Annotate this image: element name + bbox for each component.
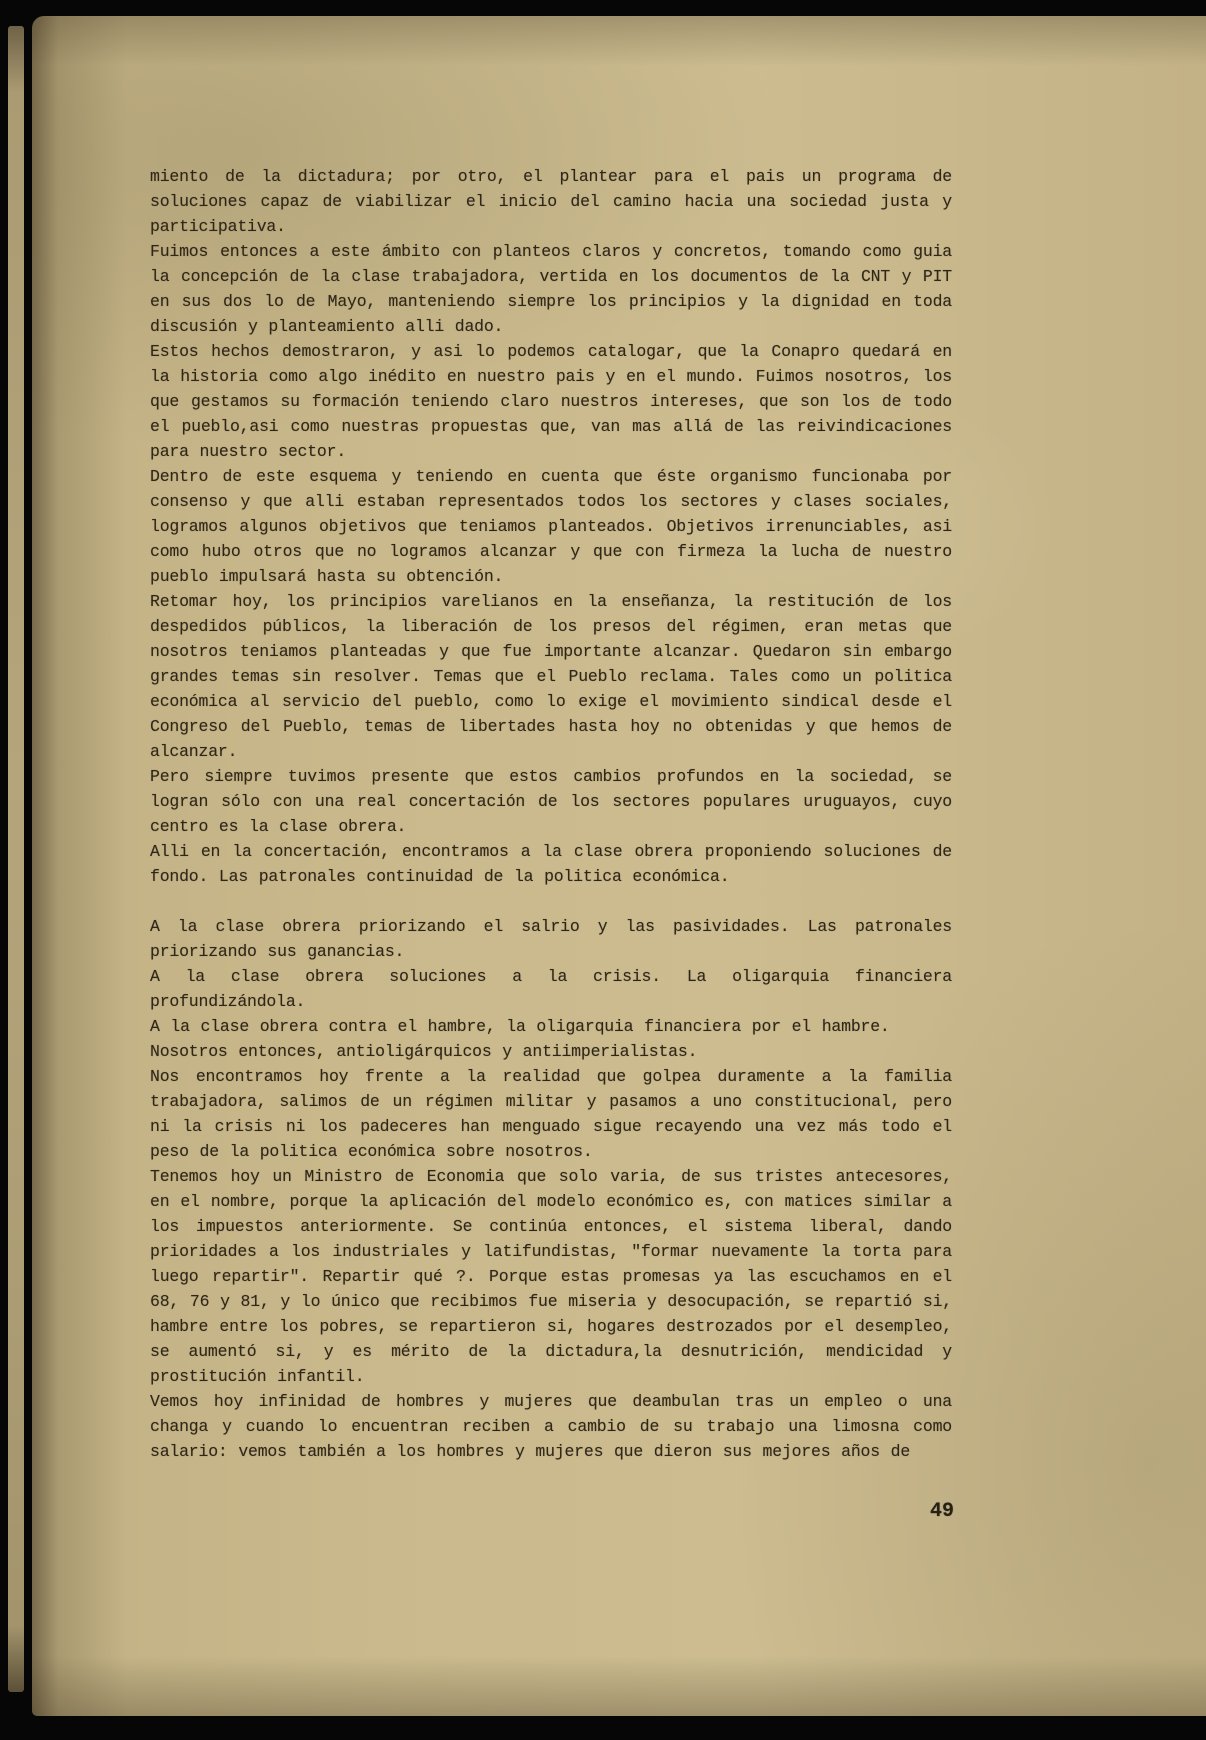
- paragraph-3: Estos hechos demostraron, y asi lo podemos catalogar, que la Conapro quedará en la historia como algo inédito en nuestro pais y en el mundo. Fuimos nosotros, los que gestamos su formación teniendo claro nuestros intereses, que son los de todo el pueblo,asi como nuestras propuestas que, van mas allá de las reivindicaciones para nuestro sector.: [150, 342, 952, 461]
- paragraph-2: Fuimos entonces a este ámbito con planteos claros y concretos, tomando como guia la concepción de la clase trabajadora, vertida en los documentos de la CNT y PIT en sus dos lo de Mayo, manteniendo siempre los principios y la dignidad en toda discusión y planteamiento alli dado.: [150, 242, 952, 336]
- paragraph-1: miento de la dictadura; por otro, el plantear para el pais un programa de soluciones capaz de viabilizar el inicio del camino hacia una sociedad justa y participativa.: [150, 167, 952, 236]
- paragraph-11: Nosotros entonces, antioligárquicos y antiimperialistas.: [150, 1042, 698, 1061]
- paragraph-5: Retomar hoy, los principios varelianos en la enseñanza, la restitución de los despedidos públicos, la liberación de los presos del régimen, eran metas que nosotros teniamos planteadas y que fue importante alcanzar. Quedaron sin embargo grandes temas sin resolver. Temas que el Pueblo reclama. Tales como un politica económica al servicio del pueblo, como lo exige el movimiento sindical desde el Congreso del Pueblo, temas de libertades hasta hoy no obtenidas y que hemos de alcanzar.: [150, 592, 952, 761]
- paragraph-8: A la clase obrera priorizando el salrio y las pasividades. Las patronales priorizando sus ganancias.: [150, 917, 952, 961]
- page-number: 49: [930, 1500, 955, 1523]
- paragraph-12: Nos encontramos hoy frente a la realidad que golpea duramente a la familia trabajadora, salimos de un régimen militar y pasamos a uno constitucional, pero ni la crisis ni los padeceres han menguado sigue recayendo una vez más todo el peso de la politica económica sobre nosotros.: [150, 1067, 952, 1161]
- paragraph-4: Dentro de este esquema y teniendo en cuenta que éste organismo funcionaba por consenso y que alli estaban representados todos los sectores y clases sociales, logramos algunos objetivos que teniamos planteados. Objetivos irrenunciables, asi como hubo otros que no logramos alcanzar y que con firmeza la lucha de nuestro pueblo impulsará hasta su obtención.: [150, 467, 952, 586]
- paragraph-7: Alli en la concertación, encontramos a la clase obrera proponiendo soluciones de fondo. Las patronales continuidad de la politica económica.: [150, 842, 952, 886]
- page-body-text: [150, 164, 952, 1464]
- paragraph-13: Tenemos hoy un Ministro de Economia que solo varia, de sus tristes antecesores, en el nombre, porque la aplicación del modelo económico es, con matices similar a los impuestos anteriormente. Se continúa entonces, el sistema liberal, dando prioridades a los industriales y latifundistas, "formar nuevamente la torta para luego repartir". Repartir qué ?. Porque estas promesas ya las escuchamos en el 68, 76 y 81, y lo único que recibimos fue miseria y desocupación, se repartió si, hambre entre los pobres, se repartieron si, hogares destrozados por el desempleo, se aumentó si, y es mérito de la dictadura,la desnutrición, mendicidad y prostitución infantil.: [150, 1167, 952, 1386]
- paragraph-10: A la clase obrera contra el hambre, la oligarquia financiera por el hambre.: [150, 1017, 890, 1036]
- underlying-page-edge: [8, 26, 24, 1692]
- paragraph-9: A la clase obrera soluciones a la crisis. La oligarquia financiera profundizándola.: [150, 967, 952, 1011]
- document-page: [32, 16, 1206, 1716]
- paragraph-6: Pero siempre tuvimos presente que estos cambios profundos en la sociedad, se logran sólo con una real concertación de los sectores populares uruguayos, cuyo centro es la clase obrera.: [150, 767, 952, 836]
- paragraph-14: Vemos hoy infinidad de hombres y mujeres que deambulan tras un empleo o una changa y cuando lo encuentran reciben a cambio de su trabajo una limosna como salario: vemos también a los hombres y mujeres que dieron sus mejores años de: [150, 1392, 952, 1461]
